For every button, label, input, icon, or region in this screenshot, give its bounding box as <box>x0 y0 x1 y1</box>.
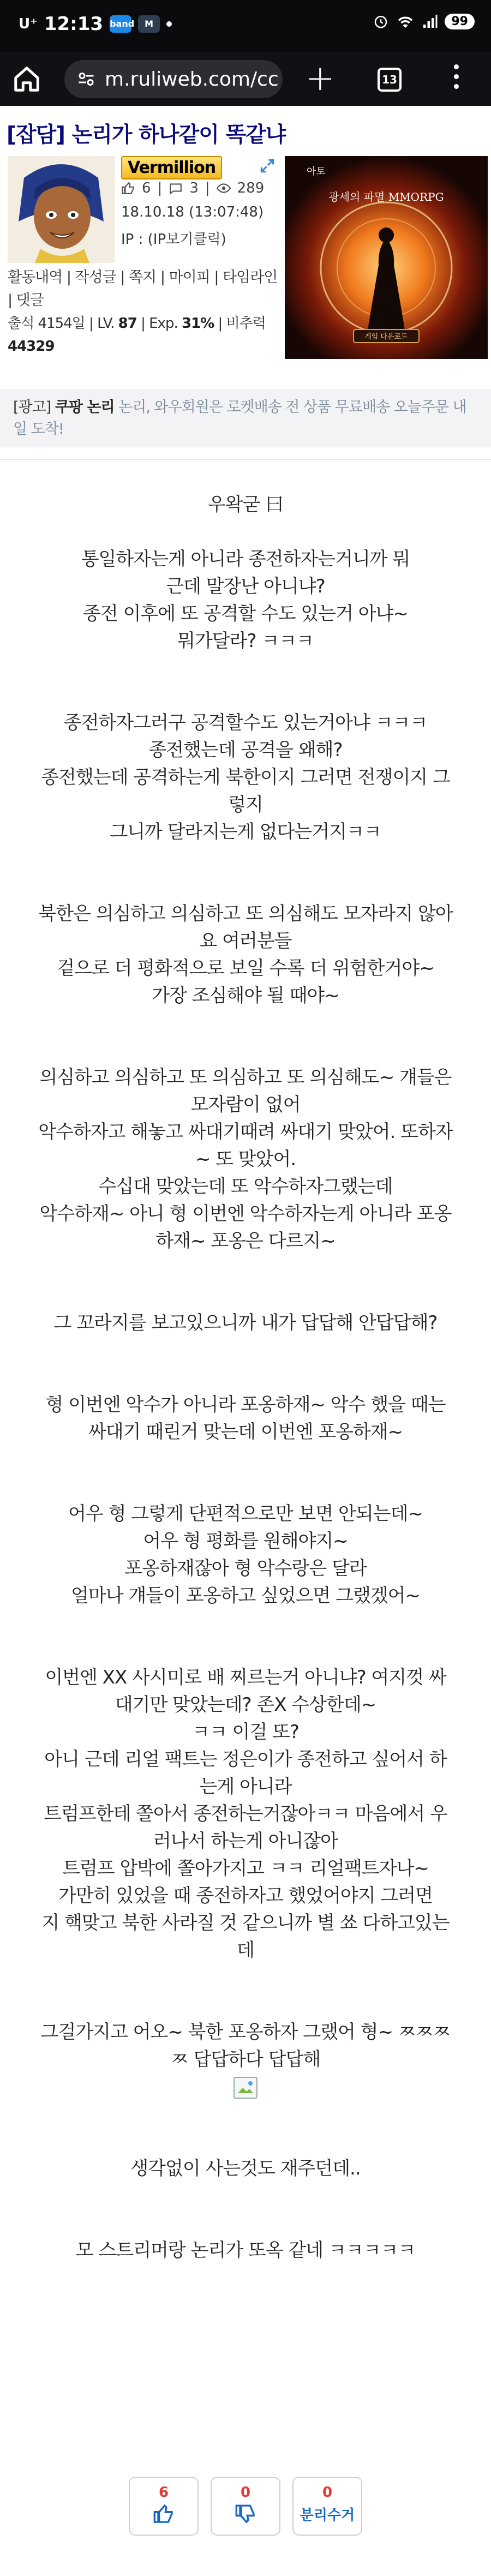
like-count: 6 <box>142 180 151 196</box>
body-line: 수십대 맞았는데 또 악수하자그랬는데 <box>98 1176 393 1197</box>
body-line: 악수하재~ 아니 형 이번엔 악수하자는게 아니라 포옹 <box>39 1203 452 1225</box>
thumbs-up-icon <box>153 2503 175 2525</box>
body-line <box>16 1991 475 2018</box>
body-line: 러나서 하는게 아니잖아 <box>153 1830 338 1852</box>
band-app-icon: band <box>110 15 131 33</box>
browser-toolbar <box>0 52 491 106</box>
body-line: ㅋㅋ 이걸 또? <box>192 1721 299 1743</box>
author-info: 출석 4154일 | LV. 87 | Exp. 31% | 비추력 44329 <box>8 315 266 355</box>
body-line <box>16 655 475 682</box>
body-line: 그걸가지고 어오~ 북한 포옹하자 그랬어 형~ ㅉㅉㅉ <box>40 2021 451 2043</box>
body-line <box>16 1282 475 1309</box>
body-line <box>16 846 475 873</box>
body-line <box>16 682 475 709</box>
author-score: 44329 <box>8 338 55 355</box>
body-line: 모자람이 없어 <box>190 1094 301 1116</box>
eye-icon <box>217 181 231 195</box>
body-line: 트럼프한테 쫄아서 종전하는거잖아ㅋㅋ 마음에서 우 <box>44 1803 447 1825</box>
body-line: 종전하자그러구 공격할수도 있는거아냐 ㅋㅋㅋ <box>63 712 428 734</box>
page-title <box>7 118 285 148</box>
body-line: 통일하자는게 아니라 종전하자는거니까 뭐 <box>81 548 410 570</box>
body-line <box>16 1009 475 1037</box>
body-line: 어우 형 평화를 원해야지~ <box>143 1530 348 1552</box>
body-line: 생각없이 사는것도 재주던데.. <box>130 2158 361 2179</box>
post-stats: 6 | 3 | 289 <box>121 180 264 196</box>
post-ip[interactable]: IP : (IP보기클릭) <box>121 231 226 248</box>
m-app-icon: M <box>138 15 160 33</box>
body-line: 아니 근데 리얼 팩트는 정은이가 종전하고 싶어서 하 <box>44 1748 447 1770</box>
body-line <box>16 1446 475 1473</box>
status-bar <box>0 0 491 52</box>
body-line: 트럼프 압박에 쫄아가지고 ㅋㅋ 리얼팩트자나~ <box>62 1858 429 1879</box>
body-line: 근데 말장난 아니냐? <box>166 576 325 597</box>
body-line: 그 꼬라지를 보고있으니까 내가 답답해 안답답해? <box>53 1312 438 1334</box>
body-line <box>16 1037 475 1064</box>
home-icon[interactable] <box>12 64 41 94</box>
carrier-label: U⁺ <box>19 16 38 32</box>
body-line: 가만히 있었을 때 종전하자고 했었어야지 그러면 <box>58 1885 433 1907</box>
broken-image-icon <box>16 2073 475 2100</box>
body-line: 포옹하재잖아 형 악수랑은 달라 <box>124 1557 367 1579</box>
body-line: 이번엔 XX 사시미로 배 찌르는거 아니냐? 여지껏 싸 <box>45 1667 446 1688</box>
tab-switcher-button[interactable]: 13 <box>378 68 402 92</box>
new-tab-button[interactable]: + <box>306 58 335 99</box>
ad-banner-image[interactable] <box>285 156 488 359</box>
body-line: 그니까 달라지는게 없다는거지ㅋㅋ <box>110 821 381 843</box>
body-line <box>16 1609 475 1637</box>
body-line: 우왁굳 曰 <box>207 494 284 516</box>
like-button-count: 6 <box>158 2484 169 2501</box>
notification-dot-icon <box>166 21 172 27</box>
body-line: ㅉ 답답하다 답답해 <box>170 2048 321 2070</box>
ad-game-title: 광세의 파멸 MMORPG <box>328 190 444 203</box>
thumbs-down-icon <box>235 2503 256 2525</box>
body-line: 어우 형 그렇게 단편적으로만 보면 안되는데~ <box>68 1503 423 1525</box>
post-date: 18.10.18 (13:07:48) <box>121 204 264 220</box>
expand-icon[interactable] <box>259 157 276 175</box>
body-line: 는게 아니라 <box>199 1776 292 1798</box>
body-line: 악수하자고 해놓고 싸대기때려 싸대기 맞았어. 또하자 <box>38 1121 453 1143</box>
browser-menu-button[interactable] <box>451 64 462 95</box>
post-title: 논리가 하나같이 똑같냐 <box>71 123 286 147</box>
body-line <box>16 2182 475 2209</box>
ad-download-button[interactable]: 게임 다운로드 <box>364 333 408 341</box>
body-line: 의심하고 의심하고 또 의심하고 또 의심해도~ 걔들은 <box>39 1067 452 1088</box>
body-line <box>16 518 475 546</box>
ad-text[interactable]: 논리, 와우회원은 로켓배송 전 상품 무료배송 오늘주문 내일 도착! <box>13 399 466 438</box>
body-line <box>16 1255 475 1282</box>
author-level: 87 <box>118 315 137 332</box>
body-line: 싸대기 때린거 맞는데 이번엔 포옹하재~ <box>88 1421 403 1443</box>
url-text[interactable]: m.ruliweb.com/cc <box>105 68 279 91</box>
signal-icon <box>422 13 438 29</box>
body-line: 모 스트리머랑 논리가 또옥 같네 ㅋㅋㅋㅋㅋ <box>75 2239 416 2261</box>
dislike-button[interactable] <box>211 2477 280 2536</box>
dislike-button-count: 0 <box>240 2484 251 2501</box>
ad-tag: [광고] <box>13 399 51 416</box>
body-line: 종전했는데 공격하는게 북한이지 그러면 전쟁이지 그 <box>41 766 450 788</box>
body-line <box>16 2209 475 2237</box>
divider <box>0 459 491 460</box>
thumbs-up-icon <box>121 181 135 195</box>
body-line: ~ 또 맞았어. <box>195 1148 296 1170</box>
body-line <box>16 873 475 900</box>
comment-count: 3 <box>189 180 199 196</box>
body-line: 가장 조심해야 될 때야~ <box>152 985 339 1007</box>
body-line: 데 <box>237 1939 254 1961</box>
body-line: 겉으로 더 평화적으로 보일 수록 더 위험한거야~ <box>57 957 434 979</box>
body-line: 지 핵맞고 북한 사라질 것 같으니까 별 쑈 다하고있는 <box>41 1912 450 1934</box>
ad-brand[interactable]: 쿠팡 논리 <box>55 399 115 416</box>
body-line <box>16 1473 475 1500</box>
body-line: 북한은 의심하고 의심하고 또 의심해도 모자라지 않아 <box>38 903 453 925</box>
alarm-icon <box>373 13 389 29</box>
author-exp: 31% <box>182 315 214 332</box>
body-line: 종전 이후에 또 공격할 수도 있는거 아냐~ <box>83 603 408 625</box>
ad-brand-logo: 아토 <box>307 166 326 177</box>
body-line: 종전했는데 공격을 왜해? <box>148 739 343 761</box>
view-count: 289 <box>237 180 265 196</box>
body-line: 하재~ 포옹은 다르지~ <box>155 1230 336 1252</box>
report-button-label: 분리수거 <box>300 2507 355 2524</box>
body-line <box>16 1337 475 1364</box>
body-line: 얼마나 걔들이 포옹하고 싶었으면 그랬겠어~ <box>71 1585 420 1607</box>
battery-icon: 99 <box>445 14 475 29</box>
avatar[interactable] <box>8 156 115 263</box>
post-category[interactable]: [잡담] <box>7 123 65 147</box>
like-button[interactable] <box>129 2477 199 2536</box>
body-line: 요 여러분들 <box>199 930 292 952</box>
body-line: 대기만 맞았는데? 존X 수상한데~ <box>115 1694 376 1716</box>
author-links[interactable]: 활동내역 | 작성글 | 쪽지 | 마이피 | 타임라인 | 댓글 <box>8 269 278 309</box>
wifi-icon <box>396 13 415 29</box>
body-line: 뭐가달라? ㅋㅋㅋ <box>177 630 314 652</box>
body-line <box>16 2100 475 2128</box>
body-line <box>16 1964 475 1991</box>
address-bar[interactable] <box>64 60 283 98</box>
body-line <box>16 2128 475 2155</box>
body-line: 렇지 <box>228 794 263 816</box>
report-button[interactable] <box>292 2477 362 2536</box>
author-name[interactable]: Vermillion <box>121 156 222 179</box>
body-line <box>16 1364 475 1391</box>
body-line: 형 이번엔 악수가 아니라 포옹하재~ 악수 했을 때는 <box>45 1394 446 1416</box>
post-body <box>16 491 475 2264</box>
report-button-count: 0 <box>322 2484 333 2501</box>
vote-bar <box>0 2477 491 2536</box>
comment-icon <box>169 181 183 195</box>
site-settings-icon[interactable] <box>76 69 96 89</box>
body-line <box>16 1637 475 1664</box>
ad-text-line[interactable] <box>0 390 491 447</box>
status-time: 12:13 <box>44 13 104 35</box>
